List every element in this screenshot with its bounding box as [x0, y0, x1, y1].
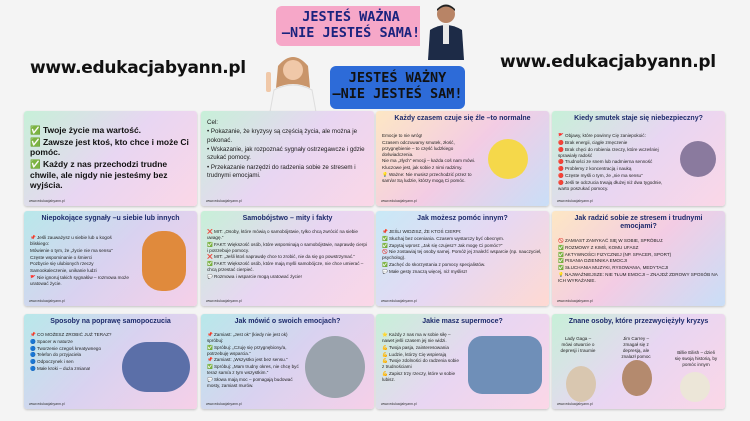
stressed-girl-illustration — [305, 336, 365, 398]
billie-eilish-photo — [680, 372, 710, 402]
slide-card-body: 📌 CO MOŻESZ ZROBIĆ JUŻ TERAZ? 🔵 Spacer w naturze 🔵 Tworzenie czegoś kreatywnego 🔵 Telefon do przyjaciela 🔵 Odpoczynek i sen 🔵 Małe kroki – duża zmiana! — [30, 332, 112, 371]
slide-card-8[interactable] — [552, 211, 725, 306]
slide-card-body: 🚩 Objawy, które powinny Cię zaniepokoić: 🔴 Brak energii, ciągłe zmęczenie 🔴 Brak chęci do robienia rzeczy, które wcześniej sprawiały radość 🔴 Trudności ze snem lub nadmierna senność 🔴 Problemy z koncentracją i nauką 🔴 Częste myśli o tym, że „nie ma sensu” 🔴 Jeśli te odczucia trwają dłużej niż dwa tygodnie, warto poszukać pomocy. — [558, 133, 663, 191]
slide-card-body: ⭐ Każdy z nas ma w sobie siłę – nawet jeśli czasem jej nie widzi. 💪 Twoja pasja, zainteresowania 💪 Ludzie, którzy Cię wspierają 💪 Twoje zdolności do radzenia sobie z trudnościami 💪 Zapisz trzy rzeczy, które w sobie lubisz. — [382, 332, 459, 382]
lady-gaga-photo — [566, 366, 596, 402]
slide-card-6[interactable] — [201, 211, 374, 306]
slide-card-body: ❌ MIT: „Osoby, które mówią o samobójstwie, tylko chcą zwrócić na siebie uwagę.” ✅ FAKT: Większość osób, które wspominają o samobójstwie, naprawdę cierpi i potrzebuje pomocy. ❌ MIT: „Jeśli ktoś naprawdę chce to zrobić, nie da się go powstrzymać.” ✅ FAKT: Większość osób, które mają myśli samobójcze, nie chce umierać – chcą przestać cierpieć. 💬 Rozmowa i wsparcie mogą uratować życie! — [207, 229, 367, 279]
emoji-balls-image — [488, 139, 528, 179]
man-photo — [420, 0, 472, 60]
slide-card-title: Sposoby na poprawę samopoczucia — [50, 318, 171, 325]
slide-card-2[interactable] — [201, 111, 374, 206]
sitting-girl-photo — [122, 342, 190, 392]
slide-card-12[interactable] — [552, 314, 725, 409]
website-url-left[interactable]: www.edukacjabyann.pl — [30, 58, 246, 78]
slide-card-title: Każdy czasem czuje się źle –to normalne — [394, 115, 531, 122]
slide-card-title: Jak mówić o swoich emocjach? — [234, 318, 341, 325]
slide-card-title: Kiedy smutek staje się niebezpieczny? — [574, 115, 703, 122]
slide-card-1[interactable] — [24, 111, 197, 206]
girl-photo — [142, 231, 186, 291]
caption-lady-gaga: Lady Gaga – mówi otwarcie o depresji i traumie — [560, 336, 596, 353]
slide-footer-url: www.edukacjabyann.pl — [206, 402, 242, 406]
slide-footer-url: www.edukacjabyann.pl — [206, 299, 242, 303]
slide-card-3[interactable] — [376, 111, 549, 206]
slide-card-11[interactable] — [376, 314, 549, 409]
slide-card-title: Znane osoby, które przezwyciężyły kryzys — [568, 318, 709, 325]
slide-card-9[interactable] — [24, 314, 197, 409]
slide-footer-url: www.edukacjabyann.pl — [29, 299, 65, 303]
superhero-photo — [468, 336, 542, 394]
slide-card-title: Samobójstwo – mity i fakty — [242, 215, 333, 222]
slide-card-body: Emocje to nie wróg! Czasem odczuwamy smutek, złość, przygnębienie – to część ludzkiego doświadczenia. Nie ma „złych” emocji – każda coś nam mówi. Kluczowe jest, jak sobie z nimi radzimy. 💡 Ważne: Nie musisz przechodzić przez to sam/a! Są ludzie, którzy mogą Ci pomóc. — [382, 133, 476, 183]
slide-card-title: Jakie masz supermoce? — [422, 318, 503, 325]
slide-footer-url: www.edukacjabyann.pl — [557, 199, 593, 203]
slide-card-body: 📌 JEŚLI WIDZISZ, ŻE KTOŚ CIERPI: ✅ Słuchaj bez oceniania. Czasem wystarczy być obecnym. ✅ Zapytaj wprost: „Jak się czujesz? Jak mogę Ci pomóc?” 🚫 Nie zostawiaj tej osoby samej. Pomóż jej znaleźć wsparcie (np. nauczyciel, psycholog). ✅ Zachęć do skorzystania z pomocy specjalistów. 💬 Małe gesty znaczą więcej, niż myślisz! — [382, 229, 542, 274]
banner-male: JESTEŚ WAŻNY –NIE JESTEŚ SAM! — [330, 66, 465, 109]
slide-card-5[interactable] — [24, 211, 197, 306]
slide-footer-url: www.edukacjabyann.pl — [381, 402, 417, 406]
slide-card-body: Cel: • Pokazanie, że kryzysy są częścią życia, ale można je pokonać. • Wskazanie, jak rozpoznać sygnały ostrzegawcze i gdzie szukać pomocy. • Przekazanie narzędzi do radzenia sobie ze stresem i trudnymi emocjami. — [207, 119, 365, 180]
slide-card-body: 📌 Jeśli zauważysz u siebie lub u kogoś bliskiego: Mówienie o tym, że „życie nie ma sensu” Częste wspominanie o śmierci Pozbycie się ulubionych rzeczy Samookaleczenie, unikanie ludzi 🚩 Nie ignoruj takich sygnałów – rozmowa może uratować życie. — [30, 235, 129, 286]
slide-card-10[interactable] — [201, 314, 374, 409]
slide-card-4[interactable] — [552, 111, 725, 206]
slide-card-body: 🚫 ZAMIAST ZAMYKAĆ SIĘ W SOBIE, SPRÓBUJ: ✅ ROZMOWY Z KIMŚ, KOMU UFASZ ✅ AKTYWNOŚCI FIZYCZNEJ (NP. SPACER, SPORT) ✅ PISANIA DZIENNIKA EMOCJI ✅ SŁUCHANIA MUZYKI, RYSOWANIA, MEDYTACJI 💡 NAJWAŻNIEJSZE: NIE TŁUM EMOCJI – ZNAJDŹ ZDROWY SPOSÓB NA ICH WYRAŻANIE. — [558, 238, 718, 283]
slide-footer-url: www.edukacjabyann.pl — [206, 199, 242, 203]
slide-card-title: Jak radzić sobie ze stresem i trudnymi emocjami? — [574, 215, 703, 231]
jim-carrey-photo — [622, 360, 652, 396]
slide-footer-url: www.edukacjabyann.pl — [29, 402, 65, 406]
caption-jim-carrey: Jim Carrey – zmagał się z depresją, ale znalazł pomoc — [621, 336, 651, 359]
slide-card-title: Niepokojące sygnały –u siebie lub innych — [41, 215, 180, 222]
sad-person-image — [680, 141, 716, 177]
slide-footer-url: www.edukacjabyann.pl — [29, 199, 65, 203]
banner-female: JESTEŚ WAŻNA –NIE JESTEŚ SAMA! — [276, 6, 426, 46]
slide-footer-url: www.edukacjabyann.pl — [381, 199, 417, 203]
caption-billie-eilish: Billie Eilish – dzieli się swoją historią, by pomóc innym — [674, 350, 718, 367]
slide-footer-url: www.edukacjabyann.pl — [557, 299, 593, 303]
slide-card-body: 📌 Zamiast: „Jest ok” (kiedy nie jest ok) spróbuj: ✅ Spróbuj: „Czuję się przygnębiony/a, potrzebuję wsparcia.” 📌 Zamiast: „Wszystko jest bez sensu.” ✅ Spróbuj: „Mam trudny okres, nie chcę być teraz sam/a z tym wszystkim.” 💬 Słowa mają moc – pomagają budować mosty, zamiast murów. — [207, 332, 299, 388]
slide-footer-url: www.edukacjabyann.pl — [381, 299, 417, 303]
slide-card-body: ✅ Twoje życie ma wartość. ✅ Zawsze jest ktoś, kto chce i może Ci pomóc. ✅ Każdy z nas przechodzi trudne chwile, ale nigdy nie jesteśmy bez wyjścia. — [30, 125, 189, 191]
slide-card-title: Jak możesz pomóc innym? — [417, 215, 508, 222]
website-url-right[interactable]: www.edukacjabyann.pl — [500, 52, 716, 72]
slide-footer-url: www.edukacjabyann.pl — [557, 402, 593, 406]
slide-card-7[interactable] — [376, 211, 549, 306]
woman-photo — [262, 50, 324, 112]
